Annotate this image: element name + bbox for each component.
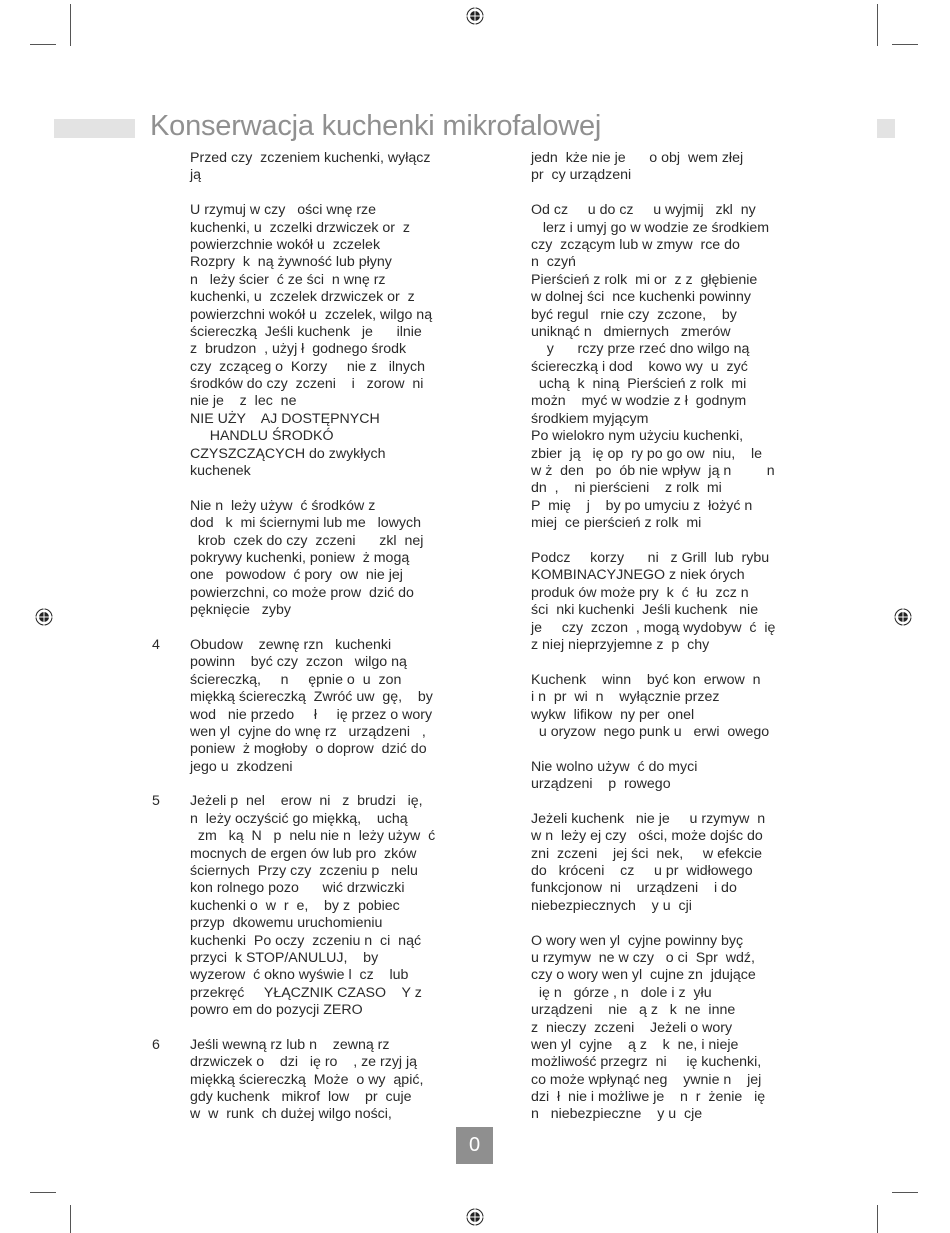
text-line: ści nki kuchenki Jeśli kuchenk nie [531, 602, 759, 619]
text-line: produk ów może pry k ć łu zcz n [531, 584, 749, 601]
crop-mark [877, 1205, 878, 1233]
text-line: dn , ni pierścieni z rolk mi [531, 480, 722, 497]
text-line: kon rolnego pozo wić drzwiczki [190, 880, 405, 897]
registration-mark-icon [466, 7, 484, 25]
text-line: niebezpiecznych y u cji [531, 897, 692, 914]
text-line: przyci k STOP/ANULUJ, by [190, 949, 379, 966]
text-line: możliwość przegrz ni ię kuchenki, [531, 1054, 762, 1071]
crop-mark [70, 4, 71, 46]
text-line: KOMBINACYJNEGO z niek órych [531, 567, 745, 584]
text-line: O wory wen yl cyjne powinny byç [531, 932, 744, 949]
text-line: powierzchnie wokół u zczelek [190, 236, 381, 253]
text-line: do króceni cz u pr widłowego [531, 863, 753, 880]
text-line: lerz i umyj go w wodzie ze środkiem [531, 219, 770, 236]
title-bar-right [877, 119, 895, 138]
text-line: środkiem myjącym [531, 410, 649, 427]
text-line: u oryzow nego punk u erwi owego [531, 723, 770, 740]
item-number: 5 [152, 793, 160, 810]
text-line: w ż den po ób nie wpływ ją n n [531, 463, 775, 480]
text-line: Od cz u do cz u wyjmij zkl ny [531, 202, 756, 219]
item-number: 4 [152, 636, 160, 653]
text-line: powierzchni wokół u zczelek, wilgo ną [190, 306, 433, 323]
text-line: miękką ściereczką Może o wy ąpić, [190, 1071, 424, 1088]
page-title: Konserwacja kuchenki mikrofalowej [150, 110, 602, 142]
text-line: ściereczką Jeśli kuchenk je ilnie [190, 323, 422, 340]
text-line: Jeżeli kuchenk nie je u rzymyw n [531, 810, 766, 827]
text-line: y rczy prze rzeć dno wilgo ną [531, 341, 750, 358]
paragraph [531, 811, 831, 915]
text-line: dzi ł nie i możliwe je n r żenie ię [531, 1089, 766, 1106]
text-line: powinn być czy zczon wilgo ną [190, 654, 407, 671]
text-line: n leży oczyścić go miękką, uchą [190, 810, 408, 827]
numbered-paragraph [152, 636, 490, 776]
registration-mark-icon [894, 608, 912, 626]
text-line: czy zcząceg o Korzy nie z ilnych [190, 358, 425, 375]
text-line: Przed czy zczeniem kuchenki, wyłącz [190, 150, 431, 166]
text-line: zni zczeni jej ści nek, w efekcie [531, 845, 763, 862]
text-line: CZYSZCZĄCYCH do zwykłych [190, 445, 386, 462]
text-line: środków do czy zczeni i zorow ni [190, 376, 424, 393]
text-line: wyzerow ć okno wyświe l cz lub [190, 967, 409, 984]
text-line: z nieczy zczeni Jeżeli o wory [531, 1019, 733, 1036]
text-line: drzwiczek o dzi ię ro , ze rzyj ją [190, 1054, 418, 1071]
paragraph [531, 202, 831, 532]
text-line: co może wpłynąć neg ywnie n jej [531, 1071, 762, 1088]
text-line: mocnych de ergen ów lub pro zków [190, 845, 417, 862]
text-line: krob czek do czy zczeni zkl nej [190, 532, 424, 549]
crop-mark [892, 1192, 918, 1193]
text-line: czy o wory wen yl cujne zn jdujące [531, 967, 756, 984]
text-line: przekręć YŁĄCZNIK CZASO Y z [190, 984, 422, 1001]
crop-mark [70, 1205, 71, 1233]
right-column [531, 150, 831, 1141]
text-line: kuchenki Po oczy zczeniu n ci nąć [190, 932, 422, 949]
text-line: możn myć w wodzie z ł godnym [531, 393, 747, 410]
text-line: zm ką N p nelu nie n leży używ ć [190, 828, 436, 845]
text-line: pęknięcie zyby [190, 602, 291, 619]
numbered-paragraph [152, 1036, 490, 1124]
text-line: z niej nieprzyjemne z p chy [531, 636, 710, 653]
registration-mark-icon [466, 1208, 484, 1226]
text-line: i n pr wi n wyłącznie przez [531, 689, 720, 706]
text-line: Jeżeli p nel erow ni z brudzi ię, [190, 793, 423, 810]
numbered-paragraph [152, 793, 490, 1019]
text-line: wen yl cyjne ą z k ne, i nieje [531, 1036, 739, 1053]
text-line: urządzeni p rowego [531, 776, 671, 793]
text-line: zbier ją ię op ry po go ow niu, le [531, 445, 763, 462]
title-bar-left [54, 119, 135, 138]
text-line: nie je z lec ne [190, 393, 297, 410]
text-line: ię n górze , n dole i z yłu [531, 984, 712, 1001]
text-line: wod nie przedo ł ię przez o wory [190, 706, 433, 723]
text-line: kuchenki o w r e, by z pobiec [190, 897, 400, 914]
text-line: n niebezpieczne y u cje [531, 1106, 703, 1123]
crop-mark [30, 1192, 56, 1193]
text-line: n leży ścier ć ze ści n wnę rz [190, 271, 386, 288]
text-line: ściernych Przy czy zczeniu p nelu [190, 863, 418, 880]
text-line: uchą k niną Pierścień z rolk mi [531, 376, 747, 393]
text-line: miękką ściereczką Zwróć uw gę, by [190, 689, 433, 706]
text-line: u rzymyw ne w czy o ci Spr wdź, [531, 949, 755, 966]
item-number: 6 [152, 1036, 160, 1053]
crop-mark [892, 44, 918, 45]
text-line: Podcz korzy ni z Grill lub rybu [531, 549, 770, 566]
text-line: one powodow ć pory ow nie jej [190, 567, 403, 584]
text-line: ściereczką, n ępnie o u zon [190, 671, 402, 688]
text-line: Pierścień z rolk mi or z z głębienie [531, 271, 758, 288]
text-line: Jeśli wewną rz lub n zewną rz [190, 1036, 390, 1053]
text-line: gdy kuchenk mikrof low pr cuje [190, 1089, 412, 1106]
paragraph [531, 933, 831, 1124]
text-line: n czyń [531, 254, 576, 271]
text-line: z brudzon , użyj ł godnego środk [190, 341, 407, 358]
text-line: je czy zczon , mogą wydobyw ć ię [531, 619, 776, 636]
text-line: jego u zkodzeni [190, 758, 293, 775]
left-column [152, 150, 490, 1141]
text-line: kuchenki, u zczelki drzwiczek or z [190, 219, 410, 236]
text-line: ściereczką i dod kowo wy u zyć [531, 358, 748, 375]
paragraph [190, 498, 490, 620]
paragraph [531, 150, 831, 185]
text-line: w w runk ch dużej wilgo ności, [190, 1106, 392, 1123]
paragraph [531, 672, 831, 742]
text-line: kuchenki, u zczelek drzwiczek or z [190, 289, 415, 306]
text-line: wykw lifikow ny per onel [531, 706, 695, 723]
text-line: pokrywy kuchenki, poniew ż mogą [190, 549, 410, 566]
text-line: dod k mi ściernymi lub me lowych [190, 515, 422, 532]
crop-mark [30, 44, 56, 45]
text-line: funkcjonow ni urządzeni i do [531, 880, 737, 897]
text-line: Nie wolno używ ć do myci [531, 758, 698, 775]
text-line: uniknąć n dmiernych zmerów [531, 323, 731, 340]
text-line: czy zczącym lub w zmyw rce do [531, 236, 740, 253]
registration-mark-icon [35, 608, 53, 626]
text-line: w dolnej ści nce kuchenki powinny [531, 289, 752, 306]
paragraph [531, 550, 831, 654]
text-line: Obudow zewnę rzn kuchenki [190, 636, 392, 653]
text-line: wen yl cyjne do wnę rz urządzeni , [190, 723, 426, 740]
text-line: powierzchni, co może prow dzić do [190, 584, 414, 601]
text-line: P mię j by po umyciu z łożyć n [531, 497, 753, 514]
text-line: przyp dkowemu uruchomieniu [190, 915, 383, 932]
text-line: Po wielokro nym użyciu kuchenki, [531, 428, 744, 445]
text-line: Rozpry k ną żywność lub płyny [190, 254, 392, 271]
text-line: w n leży ej czy ości, może dojśc do [531, 828, 763, 845]
text-line: kuchenek [190, 463, 251, 480]
paragraph [190, 150, 490, 185]
text-line: pr cy urządzeni [531, 167, 632, 184]
text-line: powro em do pozycji ZERO [190, 1002, 363, 1019]
text-line: miej ce pierścień z rolk mi [531, 515, 702, 532]
text-line: Nie n leży używ ć środków z [190, 497, 376, 514]
text-line: U rzymuj w czy ości wnę rze [190, 202, 377, 219]
crop-mark [877, 4, 878, 46]
text-line: ją [190, 167, 202, 184]
text-line: jedn kże nie je o obj wem złej [531, 150, 744, 166]
text-line: HANDLU ŚRODKÓ [190, 428, 334, 445]
text-line: urządzeni nie ą z k ne inne [531, 1002, 736, 1019]
text-line: być regul rnie czy zczone, by [531, 306, 737, 323]
text-line: NIE UŻY AJ DOSTĘPNYCH [190, 410, 380, 427]
page-number: 0 [456, 1127, 493, 1164]
text-line: poniew ż mogłoby o doprow dzić do [190, 741, 427, 758]
text-line: Kuchenk winn być kon erwow n [531, 671, 761, 688]
paragraph [190, 202, 490, 480]
paragraph [531, 759, 831, 794]
